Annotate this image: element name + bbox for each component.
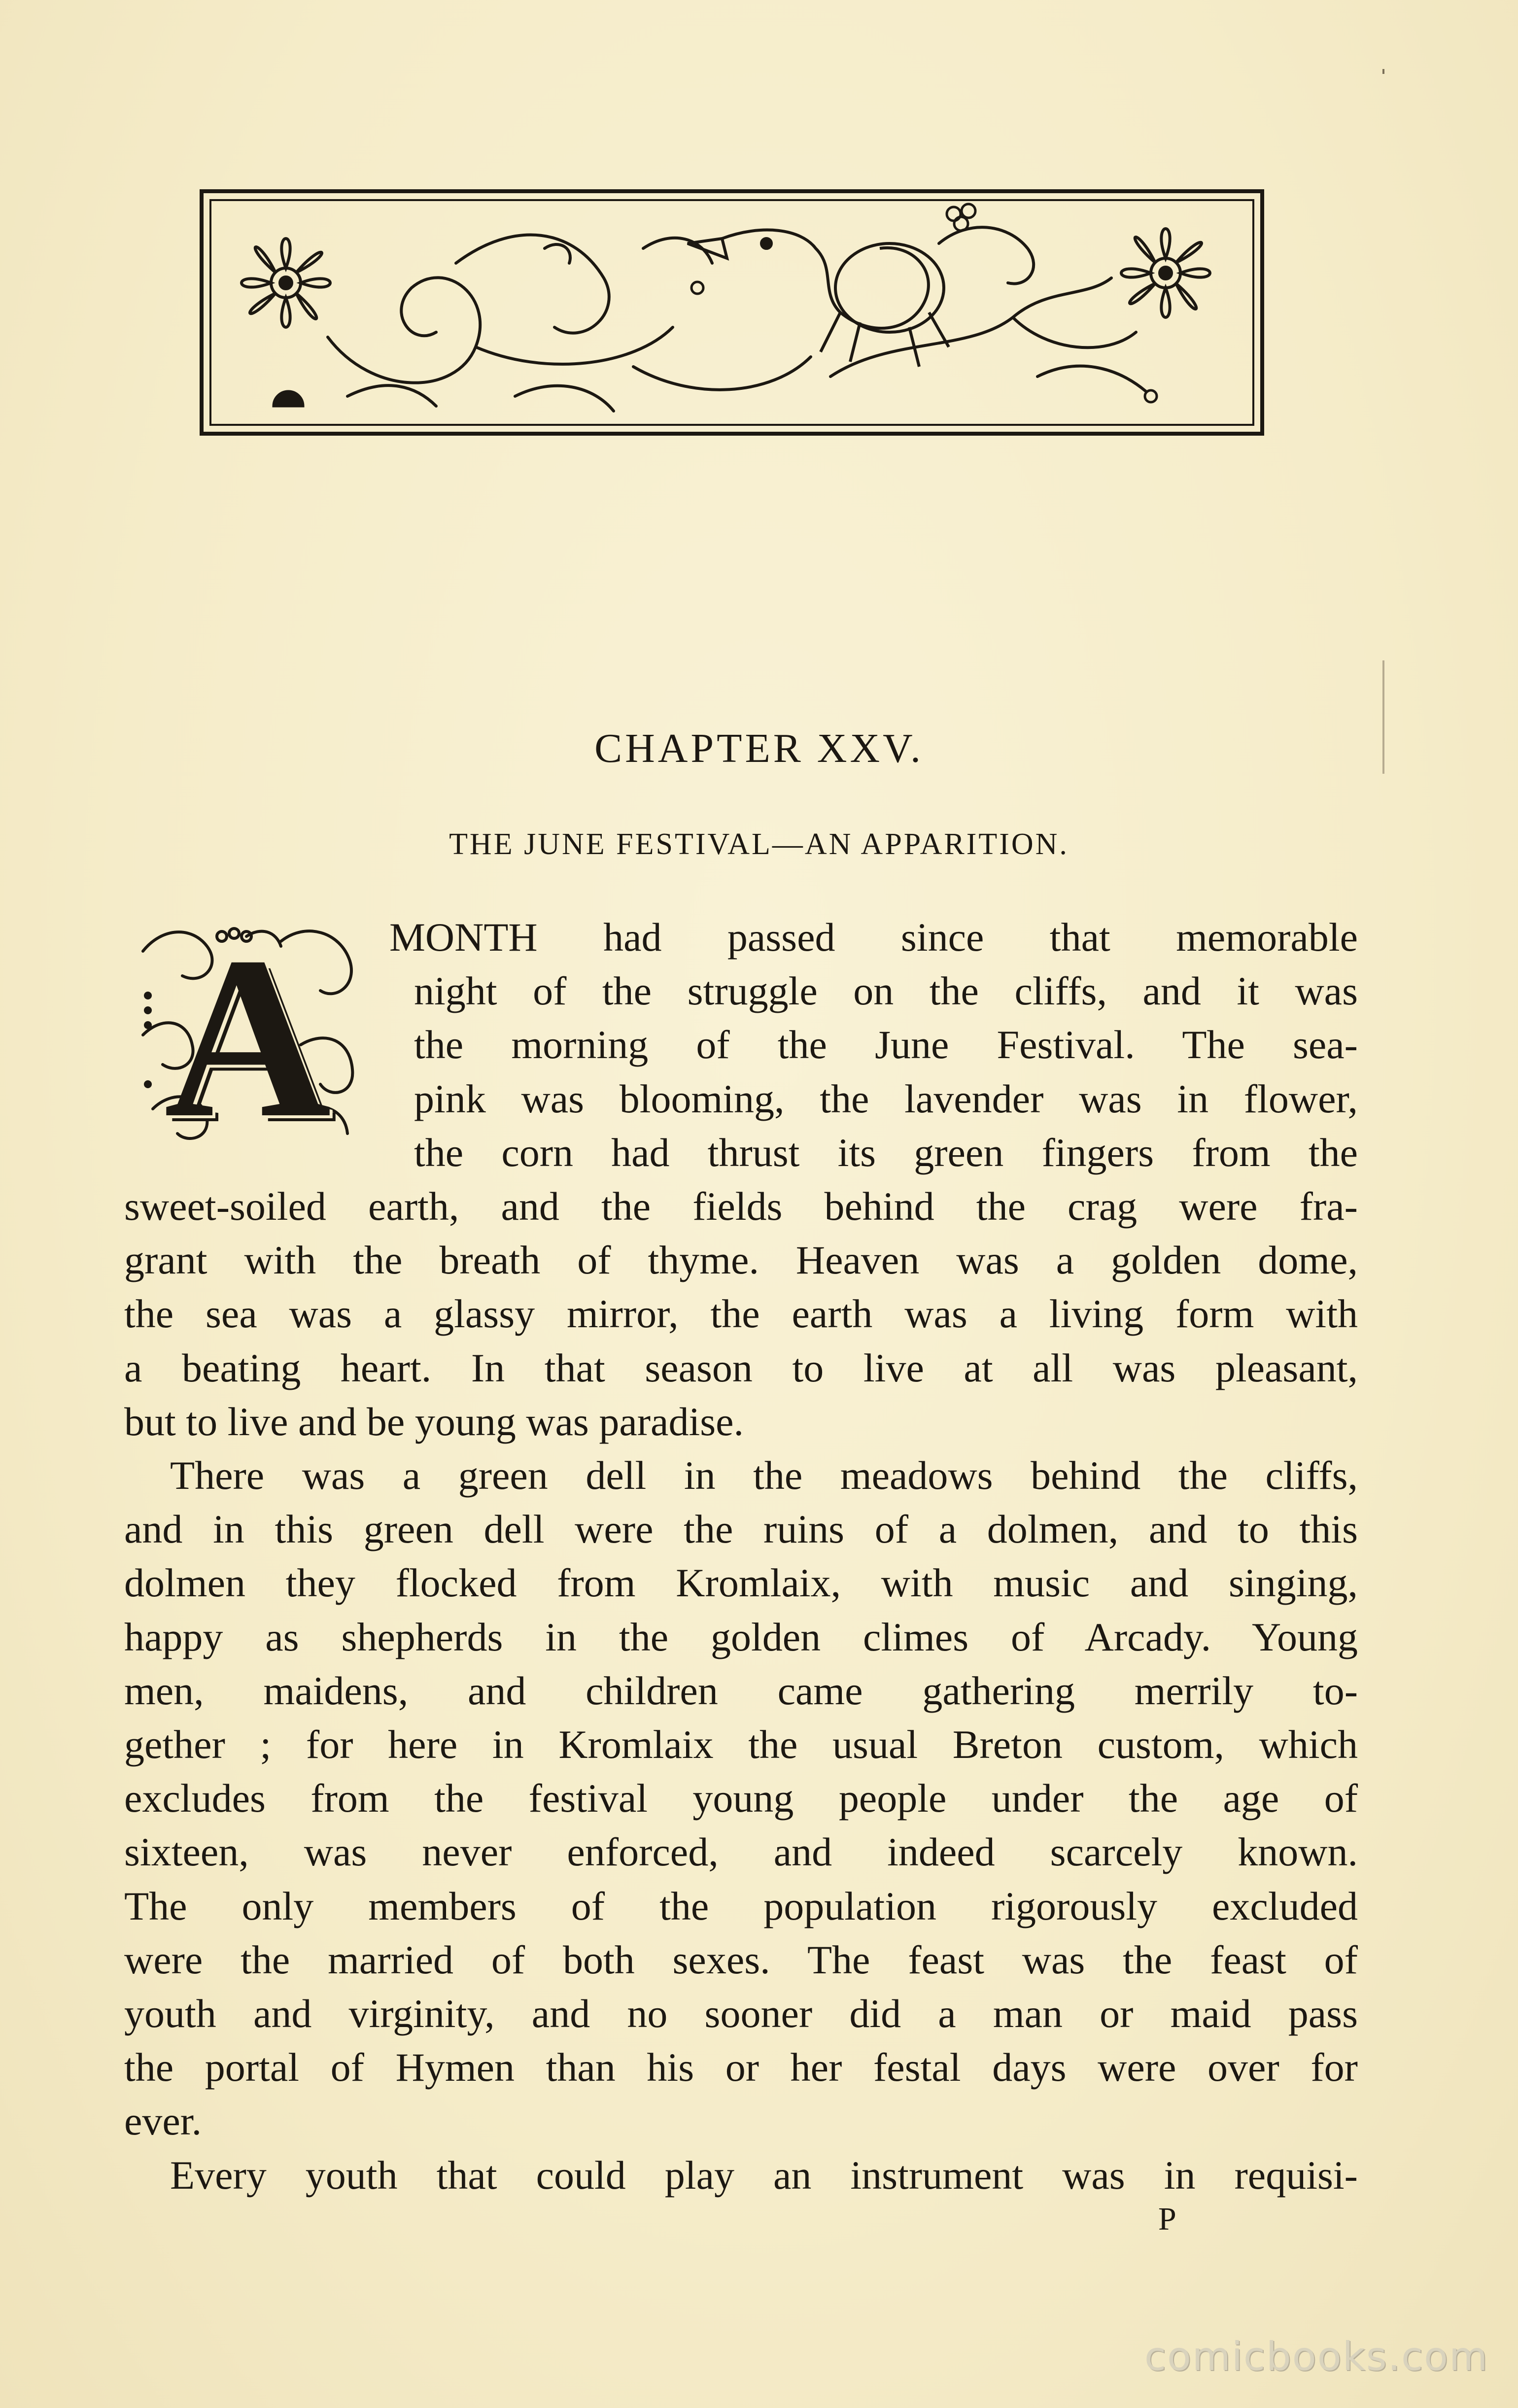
text-line: but to live and be young was paradise.	[124, 1399, 744, 1444]
text-line: dolmen they flocked from Kromlaix, with music and singing,	[124, 1560, 1358, 1606]
text-line: There was a green dell in the meadows behind the cliffs,	[170, 1453, 1358, 1498]
text-line: the corn had thrust its green fingers from the	[414, 1130, 1358, 1175]
watermark: comicbooks.com	[1144, 2334, 1488, 2379]
text-line: gether ; for here in Kromlaix the usual Breton custom, which	[124, 1722, 1358, 1767]
signature-mark: P	[1158, 2201, 1176, 2237]
drop-cap-letter: A	[164, 909, 332, 1166]
drop-cap	[133, 909, 362, 1166]
header-ornament	[200, 189, 1264, 436]
text-line: grant with the breath of thyme. Heaven was a golden dome,	[124, 1238, 1358, 1283]
text-line: The only members of the population rigorously excluded	[124, 1883, 1358, 1928]
text-line: excludes from the festival young people under the age of	[124, 1776, 1358, 1821]
text-line: sweet-soiled earth, and the fields behind the crag were fra-	[124, 1184, 1358, 1229]
edge-mark	[1382, 660, 1384, 774]
text-line: men, maidens, and children came gathering merrily to-	[124, 1668, 1358, 1713]
text-line: Every youth that could play an instrument was in requisi-	[170, 2152, 1358, 2198]
text-line: pink was blooming, the lavender was in flower,	[414, 1076, 1358, 1121]
edge-mark	[1382, 69, 1384, 74]
text-line: sixteen, was never enforced, and indeed scarcely known.	[124, 1829, 1358, 1875]
header-ornament-graphic	[200, 189, 1264, 436]
text-line: the sea was a glassy mirror, the earth was a living form with	[124, 1291, 1358, 1337]
text-line: and in this green dell were the ruins of a dolmen, and to this	[124, 1507, 1358, 1552]
chapter-title: CHAPTER XXV.	[594, 725, 924, 771]
text-line: were the married of both sexes. The feast was the feast of	[124, 1937, 1358, 1982]
text-line: happy as shepherds in the golden climes of Arcady. Young	[124, 1614, 1358, 1659]
text-line: youth and virginity, and no sooner did a man or maid pass	[124, 1991, 1358, 2036]
text-line: MONTH had passed since that memorable	[389, 915, 1358, 960]
text-line: the morning of the June Festival. The sea-	[414, 1022, 1358, 1067]
text-line: a beating heart. In that season to live at all was pleasant,	[124, 1345, 1358, 1390]
chapter-subtitle: THE JUNE FESTIVAL—AN APPARITION.	[449, 827, 1069, 861]
text-line: the portal of Hymen than his or her festal days were over for	[124, 2045, 1358, 2090]
text-line: night of the struggle on the cliffs, and it was	[414, 968, 1358, 1014]
text-line: ever.	[124, 2098, 202, 2144]
